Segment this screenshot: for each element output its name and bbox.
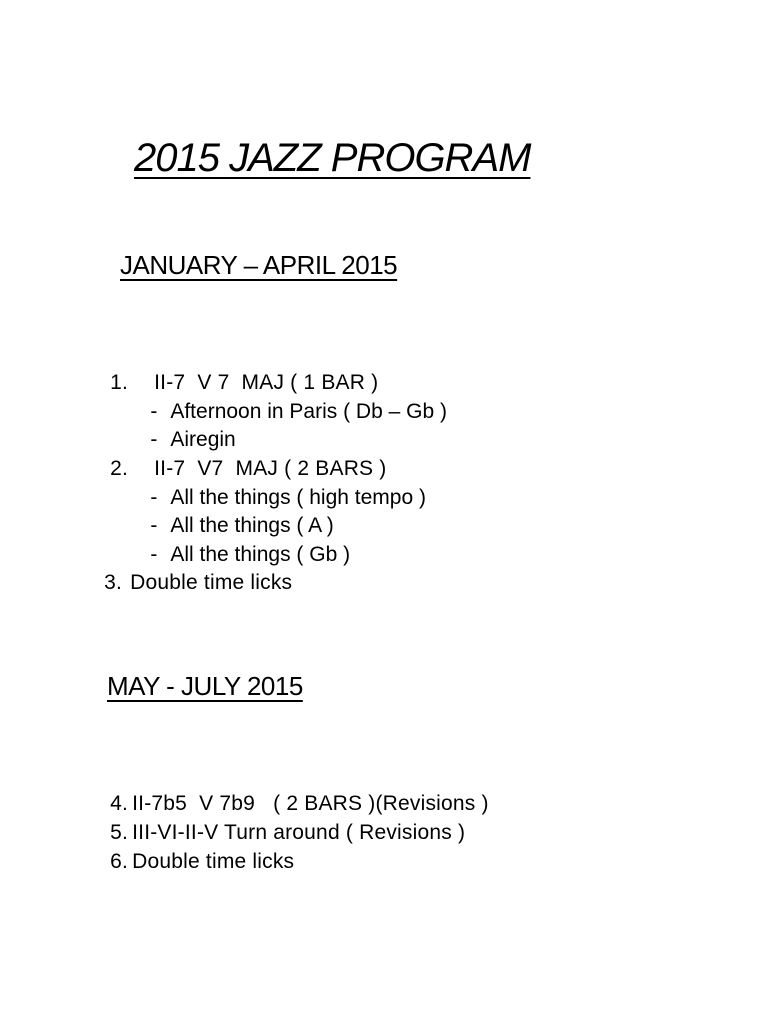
- page-title: 2015 JAZZ PROGRAM: [134, 136, 531, 180]
- list-item-number: 1.: [110, 371, 129, 394]
- list-item-text: II-7 V7 MAJ ( 2 BARS ): [154, 457, 387, 480]
- list-item-number: 4.: [110, 792, 129, 815]
- dash-bullet: -: [150, 543, 158, 566]
- list-item-number: 6.: [110, 850, 129, 873]
- dash-bullet: -: [150, 428, 158, 451]
- list-item-number: 3.: [104, 571, 123, 594]
- list-item-3: [80, 541, 292, 625]
- sub-item-text: All the things ( A ): [170, 514, 334, 537]
- sub-item-text: Afternoon in Paris ( Db – Gb ): [170, 400, 447, 423]
- sub-item-text: All the things ( high tempo ): [170, 486, 426, 509]
- list-item-number: 2.: [110, 457, 129, 480]
- list-item-text: II-7 V 7 MAJ ( 1 BAR ): [154, 371, 379, 394]
- sub-item-text: All the things ( Gb ): [170, 543, 351, 566]
- dash-bullet: -: [150, 514, 158, 537]
- list-item-number: 5.: [110, 821, 129, 844]
- dash-bullet: -: [150, 486, 158, 509]
- list-item-text: Double time licks: [132, 850, 295, 873]
- list-item-text: III-VI-II-V Turn around ( Revisions ): [132, 821, 466, 844]
- list-item-6: [86, 820, 294, 904]
- section-heading-jan-apr: JANUARY – APRIL 2015: [120, 250, 398, 280]
- dash-bullet: -: [150, 400, 158, 423]
- sub-item-text: Airegin: [170, 428, 236, 451]
- section-heading-may-jul: MAY - JULY 2015: [107, 671, 303, 701]
- list-item-text: Double time licks: [130, 571, 293, 594]
- list-item-text: II-7b5 V 7b9 ( 2 BARS )(Revisions ): [132, 792, 489, 815]
